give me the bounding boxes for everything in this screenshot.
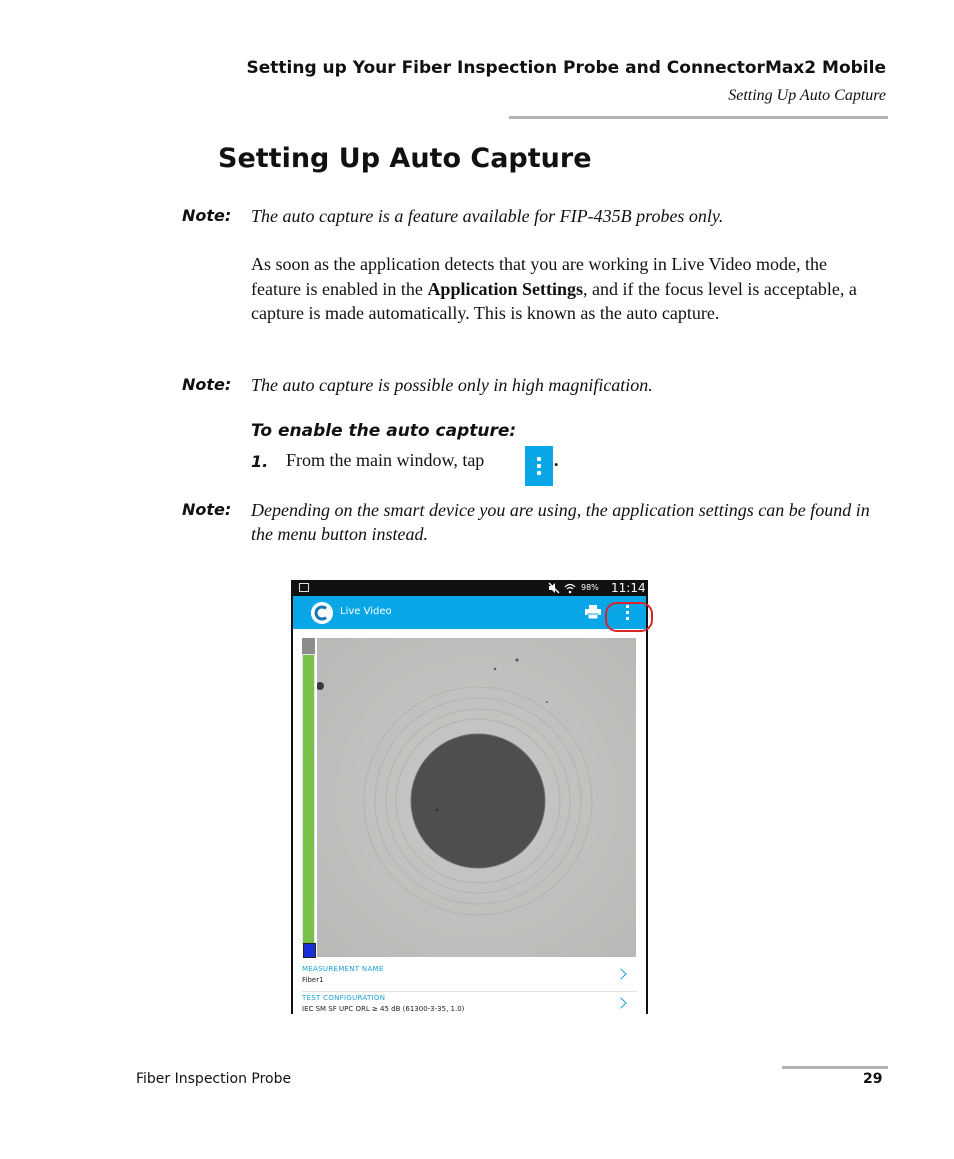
printer-icon[interactable] xyxy=(585,605,601,619)
field-label: TEST CONFIGURATION xyxy=(302,994,386,1002)
field-value: IEC SM SF UPC ORL ≥ 45 dB (61300-3-35, 1.0) xyxy=(302,1005,465,1013)
footer-manual-title: Fiber Inspection Probe xyxy=(136,1071,292,1087)
paragraph-text-before: As soon as the application detects that you are working in Live Video mode, the feature is enabled in the xyxy=(251,254,827,299)
field-value: Fiber1 xyxy=(302,976,324,984)
focus-level-fill xyxy=(303,655,314,946)
live-video-view xyxy=(317,638,636,957)
step-number: 1. xyxy=(251,452,269,471)
section-title: Setting Up Auto Capture xyxy=(218,143,592,174)
step-text: From the main window, tap xyxy=(286,450,485,470)
body-paragraph xyxy=(251,252,881,326)
mute-icon xyxy=(548,582,560,594)
field-label: MEASUREMENT NAME xyxy=(302,965,384,973)
overflow-menu-icon xyxy=(525,446,553,486)
battery-level: 98% xyxy=(581,583,599,592)
note-label: Note: xyxy=(182,500,232,519)
running-section-title: Setting Up Auto Capture xyxy=(728,87,886,104)
note-label: Note: xyxy=(182,375,232,394)
status-bar xyxy=(293,580,646,596)
running-chapter-title: Setting up Your Fiber Inspection Probe and ConnectorMax2 Mobile xyxy=(246,58,886,78)
measurement-name-row[interactable] xyxy=(302,965,637,992)
note-text: The auto capture is possible only in high magnification. xyxy=(251,375,653,395)
focus-bar-cap xyxy=(302,638,315,654)
highlight-ring xyxy=(605,602,653,632)
app-title: Live Video xyxy=(340,606,392,617)
footer-rule xyxy=(782,1066,888,1069)
focus-level-bar xyxy=(302,638,315,945)
test-configuration-row[interactable] xyxy=(302,994,637,1014)
paragraph-text-after: , and if the focus level is acceptable, a capture is made automatically. This is known as the auto capture. xyxy=(251,278,857,323)
note-text: Depending on the smart device you are using, the application settings can be found in the menu button instead. xyxy=(251,500,870,544)
procedure-title: To enable the auto capture: xyxy=(251,421,517,441)
paragraph-bold-term: Application Settings xyxy=(427,278,583,299)
note-label: Note: xyxy=(182,206,232,225)
wifi-icon xyxy=(564,582,576,594)
app-screenshot xyxy=(291,580,648,1014)
gallery-notification-icon xyxy=(299,583,309,592)
step-trailing-period: . xyxy=(554,450,559,470)
page-number: 29 xyxy=(863,1071,883,1087)
app-logo-icon xyxy=(311,602,333,624)
app-bar xyxy=(293,596,646,629)
header-rule xyxy=(509,116,888,119)
status-time: 11:14 xyxy=(611,581,646,595)
probe-indicator-icon xyxy=(303,943,316,958)
note-text: The auto capture is a feature available for FIP-435B probes only. xyxy=(251,206,724,226)
